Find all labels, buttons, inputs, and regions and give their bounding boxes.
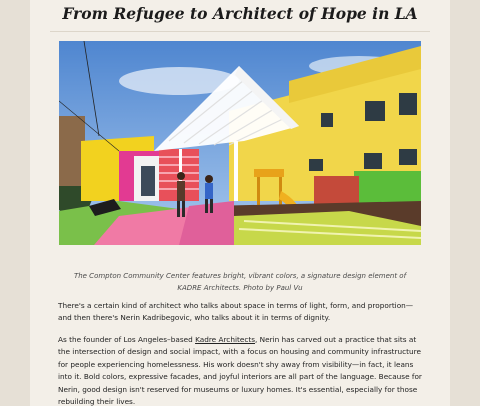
photo-caption: The Compton Community Center features bright, vibrant colors, a signature design element of KADRE Architects. Photo by Paul Vu [73, 272, 407, 292]
community-center-illustration [59, 41, 421, 245]
paragraph-founder-lead: As the founder of Los Angeles–based [58, 335, 196, 344]
article-photo [59, 41, 421, 245]
title-divider [50, 31, 430, 32]
article-page [30, 0, 450, 406]
paragraph-intro: There's a certain kind of architect who talks about space in terms of light, form, and proportion—and then there's Nerin Kadribegovic, who talks about it in terms of dignity. [58, 301, 414, 323]
kadre-architects-link[interactable]: Kadre Architects [195, 335, 255, 344]
paragraph-founder-body: , Nerin has carved out a practice that sits at the intersection of design and social impact, with a focus on housing and community infrastructure for people experiencing homelessness. His work doesn't shy away from visibility—in fact, it leans into it. Bold colors, expressive facades, and joyful interiors are all part of the language. Because for Nerin, good design isn't reserved for museums or luxury homes. It's essential, especially for those rebuilding their lives. [58, 335, 422, 406]
article-title: From Refugee to Architect of Hope in LA [62, 4, 418, 23]
paragraph-founder [58, 334, 424, 406]
